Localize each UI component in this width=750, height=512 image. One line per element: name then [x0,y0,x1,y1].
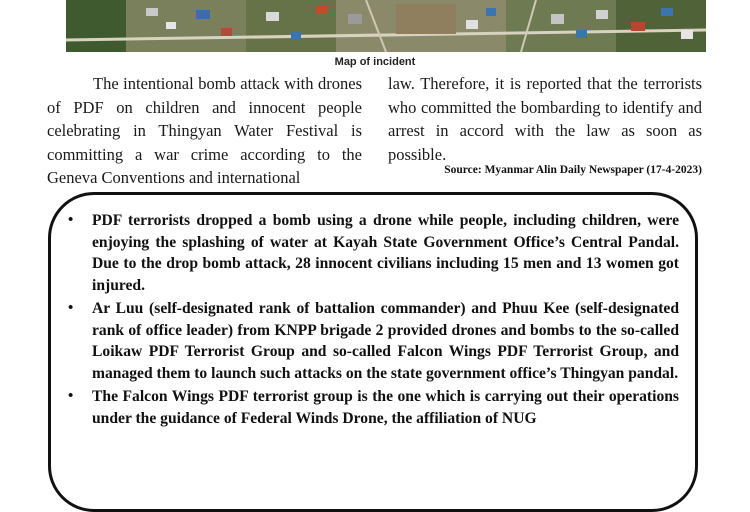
summary-bullet-item [66,210,679,296]
map-caption: Map of incident [334,56,416,68]
bullet-text: The Falcon Wings PDF terrorist group is the one which is carrying out their operations under the guidance of Federal Winds Drone, the affiliation of NUG [92,388,679,427]
article-left-column: The intentional bomb attack with drones of PDF on children and innocent people celebrating in Thingyan Water Festival is committing a war crime according to the Geneva Conventions and international [47,74,362,188]
summary-bullet-list [66,210,679,431]
summary-bullet-item [66,298,679,384]
bullet-icon: • [68,388,74,404]
bullet-text: PDF terrorists dropped a bomb using a drone while people, including children, were enjoying the splashing of water at Kayah State Government Office’s Central Pandal. Due to the drop bomb attack, 28 innocent civilians including 15 men and 13 women got injured. [92,212,679,294]
bullet-text: Ar Luu (self-designated rank of battalion commander) and Phuu Kee (self-designated rank of office leader) from KNPP brigade 2 provided drones and bombs to the so-called Loikaw PDF Terrorist Group and so-called Falcon Wings PDF Terrorist Group, and managed them to launch such attacks on the state government office’s Thingyan pandal. [92,300,679,382]
incident-map-image [66,0,706,52]
bullet-icon: • [68,300,74,316]
bullet-icon: • [68,212,74,228]
article-right-column: law. Therefore, it is reported that the terrorists who committed the bombarding to identify and arrest in accord with the law as soon as possible. [388,74,702,164]
summary-bullet-item [66,386,679,429]
source-citation: Source: Myanmar Alin Daily Newspaper (17-4-2023) [444,164,702,176]
